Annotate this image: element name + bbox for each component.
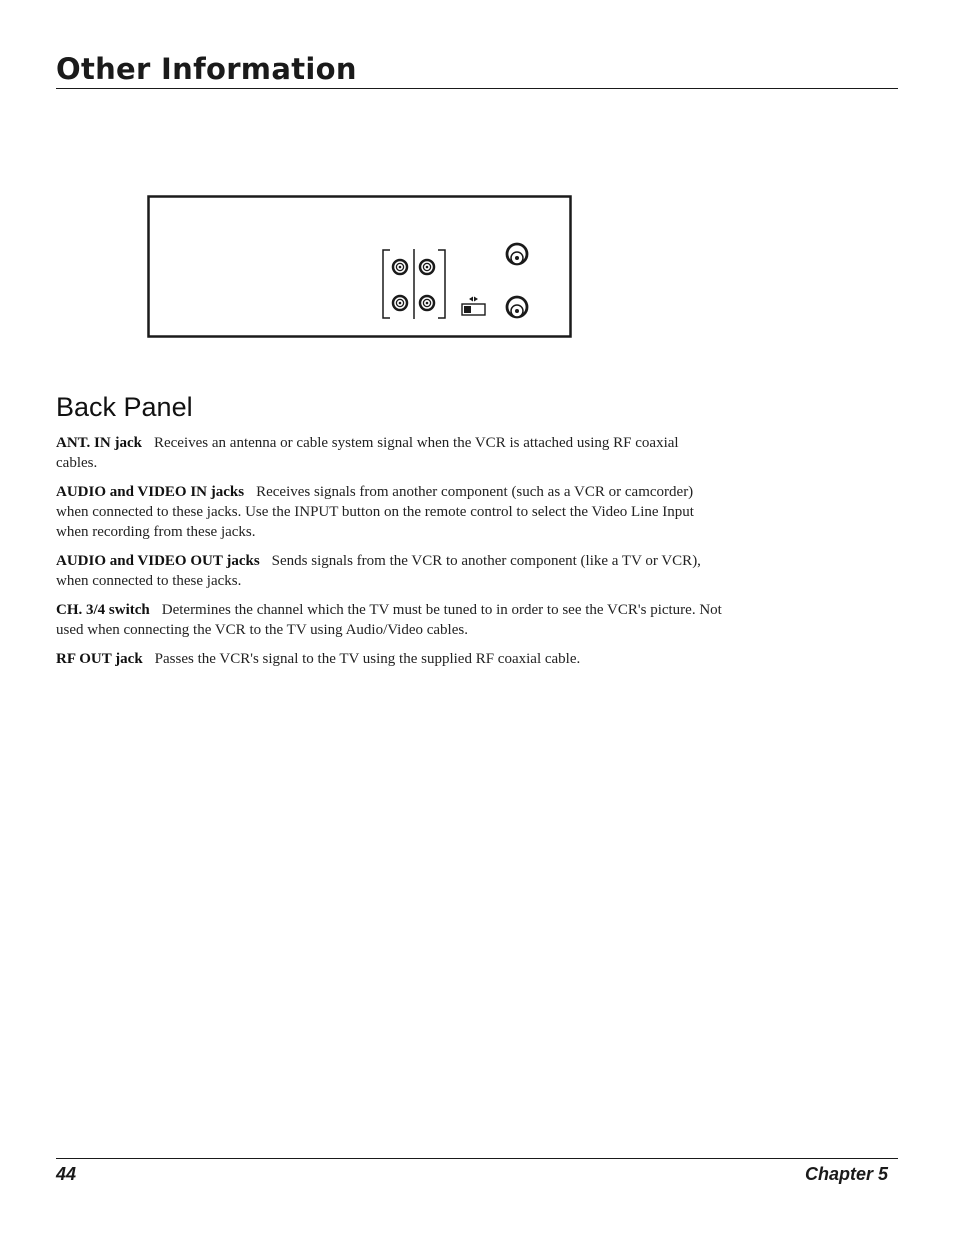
ant-in-jack-icon	[507, 244, 527, 264]
description-term: RF OUT jack	[56, 651, 143, 667]
description-text: Receives an antenna or cable system signal when the VCR is attached using RF coaxial cables.	[56, 435, 679, 471]
section-title: Back Panel	[56, 392, 193, 422]
vcr-back-panel-diagram	[147, 195, 572, 338]
video-out-jack-icon	[420, 260, 434, 274]
description-item	[56, 433, 722, 473]
description-term: AUDIO and VIDEO OUT jacks	[56, 553, 260, 569]
description-list	[56, 433, 722, 678]
chapter-label: Chapter 5	[804, 1164, 888, 1184]
description-text: Sends signals from the VCR to another component (like a TV or VCR), when connected to these jacks.	[56, 553, 701, 589]
description-item	[56, 551, 722, 591]
page-header-title: Other Information	[56, 52, 357, 86]
description-term: AUDIO and VIDEO IN jacks	[56, 484, 245, 500]
description-item	[56, 600, 722, 640]
audio-in-jack-icon	[393, 296, 407, 310]
description-text: Determines the channel which the TV must be tuned to in order to see the VCR's picture. Not used when connecting the VCR to the TV using Audio/Video cables.	[56, 602, 722, 638]
description-term: CH. 3/4 switch	[56, 602, 150, 618]
description-item	[56, 649, 722, 669]
rf-out-jack-icon	[507, 297, 527, 317]
av-jacks-bracket-left	[383, 250, 390, 318]
footer-rule	[56, 1158, 898, 1159]
header-rule	[56, 88, 898, 89]
video-in-jack-icon	[393, 260, 407, 274]
description-text: Receives signals from another component (such as a VCR or camcorder) when connected to these jacks. Use the INPUT button on the remote control to select the Video Line Input when recording from these jacks.	[56, 484, 694, 540]
description-text: Passes the VCR's signal to the TV using the supplied RF coaxial cable.	[154, 651, 581, 667]
description-term: ANT. IN jack	[56, 435, 142, 451]
description-item	[56, 482, 722, 542]
av-jacks-bracket-right	[438, 250, 445, 318]
audio-out-jack-icon	[420, 296, 434, 310]
ch34-switch-icon	[462, 297, 485, 316]
back-panel-outline	[149, 197, 571, 337]
page-number: 44	[56, 1164, 77, 1184]
